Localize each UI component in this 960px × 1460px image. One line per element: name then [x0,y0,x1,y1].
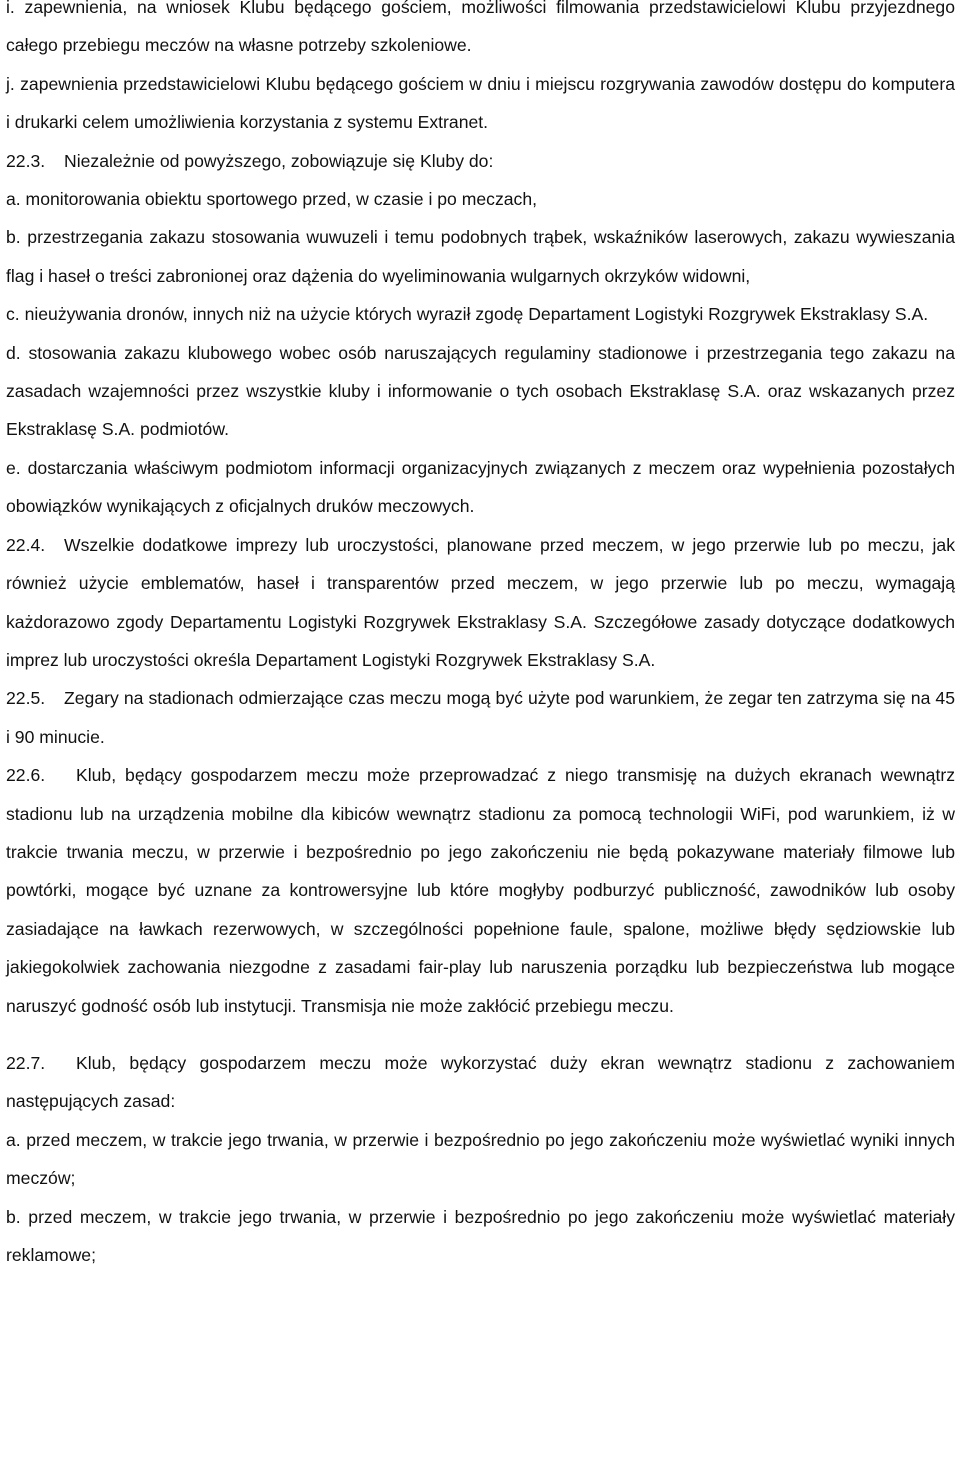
section-number: 22.6. [6,765,46,786]
section-22-5 [6,679,955,756]
section-number: 22.4. [6,534,46,555]
section-number: 22.3. [6,150,46,171]
section-number: 22.7. [6,1052,46,1073]
section-text: Klub, będący gospodarzem meczu może przeprowadzać z niego transmisję na dużych ekranach wewnątrz stadionu lub na urządzenia mobilne dla kibiców wewnątrz stadionu za pomocą technologii WiFi, pod warunkiem, iż w trakcie trwania meczu, w przerwie i bezpośrednio po jego zakończeniu nie będą pokazywane materiały filmowe lub powtórki, mogące być uznane za kontrowersyjne lub które mogłyby podburzyć publiczność, zawodników lub osoby zasiadające na ławkach rezerwowych, w szczególności popełnione faule, spalone, możliwe błędy sędziowskie lub jakiegokolwiek zachowania niezgodne z zasadami fair-play lub naruszenia porządku lub bezpieczeństwa lub mogące naruszyć godność osób lub instytucji. Transmisja nie może zakłócić przebiegu meczu. [6,765,955,1016]
item-a-2: a. przed meczem, w trakcie jego trwania, w przerwie i bezpośrednio po jego zakończeniu może wyświetlać wyniki innych meczów; [6,1129,955,1189]
section-text: Niezależnie od powyższego, zobowiązuje się Kluby do: [64,150,494,171]
item-b: b. przestrzegania zakazu stosowania wuwuzeli i temu podobnych trąbek, wskaźników laserowych, zakazu wywieszania flag i haseł o treści zabronionej oraz dążenia do wyeliminowania wulgarnych okrzyków widowni, [6,227,955,286]
item-i: i. zapewnienia, na wniosek Klubu będącego gościem, możliwości filmowania przedstawicielowi Klubu przyjezdnego całego przebiegu meczów na własne potrzeby szkoleniowe. [6,0,955,56]
item-b-2: b. przed meczem, w trakcie jego trwania, w przerwie i bezpośrednio po jego zakończeniu może wyświetlać materiały reklamowe; [6,1206,955,1265]
section-text: Klub, będący gospodarzem meczu może wykorzystać duży ekran wewnątrz stadionu z zachowaniem następujących zasad: [6,1052,955,1112]
section-22-6 [6,756,955,1025]
section-22-7 [6,1044,955,1121]
section-number: 22.5. [6,688,46,709]
item-j: j. zapewnienia przedstawicielowi Klubu będącego gościem w dniu i miejscu rozgrywania zawodów dostępu do komputera i drukarki celem umożliwienia korzystania z systemu Extranet. [6,73,955,133]
item-e: e. dostarczania właściwym podmiotom informacji organizacyjnych związanych z meczem oraz wypełnienia pozostałych obowiązków wynikających z oficjalnych druków meczowych. [6,457,955,517]
item-a: a. monitorowania obiektu sportowego przed, w czasie i po meczach, [6,189,538,210]
item-d: d. stosowania zakazu klubowego wobec osób naruszających regulaminy stadionowe i przestrzegania tego zakazu na zasadach wzajemności przez wszystkie kluby i informowanie o tych osobach Ekstraklasę S.A. oraz wskazanych przez Ekstraklasę S.A. podmiotów. [6,342,955,440]
section-text: Wszelkie dodatkowe imprezy lub uroczystości, planowane przed meczem, w jego przerwie lub po meczu, jak również użycie emblematów, haseł i transparentów przed meczem, w jego przerwie lub po meczu, wymagają każdorazowo zgody Departamentu Logistyki Rozgrywek Ekstraklasy S.A. Szczegółowe zasady dotyczące dodatkowych imprez lub uroczystości określa Departament Logistyki Rozgrywek Ekstraklasy S.A. [6,534,955,670]
paragraph-spacer [6,1025,955,1044]
section-22-3 [6,142,955,180]
section-text: Zegary na stadionach odmierzające czas meczu mogą być użyte pod warunkiem, że zegar ten zatrzyma się na 45 i 90 minucie. [6,688,955,747]
section-22-4 [6,526,955,680]
item-c: c. nieużywania dronów, innych niż na użycie których wyraził zgodę Departament Logistyki Rozgrywek Ekstraklasy S.A. [6,304,929,325]
